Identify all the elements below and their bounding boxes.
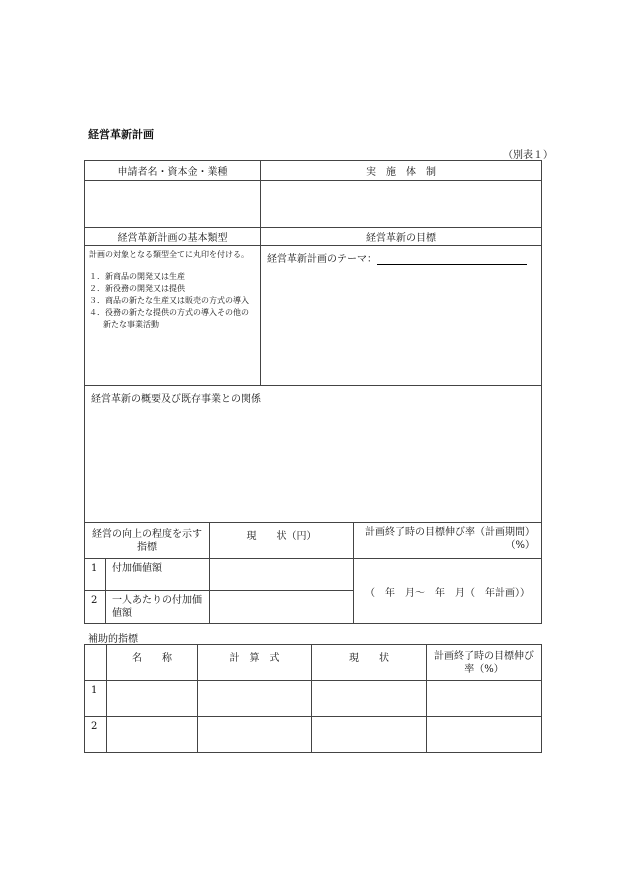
target-header: 計画終了時の目標伸び率（計画期間）（%） bbox=[354, 523, 542, 559]
current-header: 現 状（円） bbox=[210, 523, 354, 559]
indicator-header: 経営の向上の程度を示す指標 bbox=[85, 523, 210, 559]
current-value-cell[interactable] bbox=[210, 591, 354, 624]
type-item: １．新商品の開発又は生産 bbox=[89, 272, 185, 281]
aux-cell[interactable] bbox=[107, 681, 198, 717]
system-input-cell[interactable] bbox=[261, 181, 542, 228]
goal-cell[interactable] bbox=[261, 246, 542, 386]
type-item: ４．役務の新たな提供の方式の導入その他の新たな事業活動 bbox=[89, 308, 249, 329]
type-instruction: 計画の対象となる類型全てに丸印を付ける。 bbox=[89, 250, 249, 259]
aux-header-formula: 計 算 式 bbox=[198, 645, 312, 681]
row-label: 一人あたりの付加価値額 bbox=[106, 591, 210, 624]
goal-header: 経営革新の目標 bbox=[261, 228, 542, 246]
overview-cell[interactable] bbox=[85, 386, 542, 523]
basic-type-header: 経営革新計画の基本類型 bbox=[85, 228, 261, 246]
type-item: ３．商品の新たな生産又は販売の方式の導入 bbox=[89, 296, 249, 305]
annex-label: （別表１） bbox=[503, 150, 553, 161]
current-value-cell[interactable] bbox=[210, 559, 354, 591]
aux-header-current: 現 状 bbox=[312, 645, 427, 681]
aux-corner-cell bbox=[85, 645, 107, 681]
basic-type-cell[interactable] bbox=[85, 246, 261, 386]
row-number: 2 bbox=[85, 591, 106, 624]
row-label: 付加価値額 bbox=[106, 559, 210, 591]
aux-cell[interactable] bbox=[107, 717, 198, 753]
page-title: 経営革新計画 bbox=[88, 128, 154, 141]
applicant-header: 申請者名・資本金・業種 bbox=[85, 161, 261, 181]
aux-header-name: 名 称 bbox=[107, 645, 198, 681]
overview-label: 経営革新の概要及び既存事業との関係 bbox=[91, 394, 261, 405]
aux-cell[interactable] bbox=[427, 681, 542, 717]
aux-cell[interactable] bbox=[198, 681, 312, 717]
aux-cell[interactable] bbox=[198, 717, 312, 753]
aux-row-number: 1 bbox=[85, 681, 107, 717]
aux-header-target: 計画終了時の目標伸び率（%） bbox=[427, 645, 542, 681]
aux-cell[interactable] bbox=[312, 681, 427, 717]
applicant-input-cell[interactable] bbox=[85, 181, 261, 228]
aux-cell[interactable] bbox=[312, 717, 427, 753]
system-header: 実 施 体 制 bbox=[261, 161, 542, 181]
type-list bbox=[89, 271, 256, 331]
aux-indicator-table bbox=[84, 644, 542, 753]
theme-label: 経営革新計画のテーマ： bbox=[267, 254, 377, 265]
aux-indicator-label: 補助的指標 bbox=[88, 634, 138, 645]
aux-row-number: 2 bbox=[85, 717, 107, 753]
row-number: 1 bbox=[85, 559, 106, 591]
period-text: （ 年 月～ 年 月（ 年計画）） bbox=[365, 587, 530, 599]
main-plan-table bbox=[84, 160, 542, 624]
aux-cell[interactable] bbox=[427, 717, 542, 753]
theme-underline[interactable] bbox=[377, 253, 527, 265]
type-item: ２．新役務の開発又は提供 bbox=[89, 284, 185, 293]
period-cell[interactable] bbox=[354, 559, 542, 624]
